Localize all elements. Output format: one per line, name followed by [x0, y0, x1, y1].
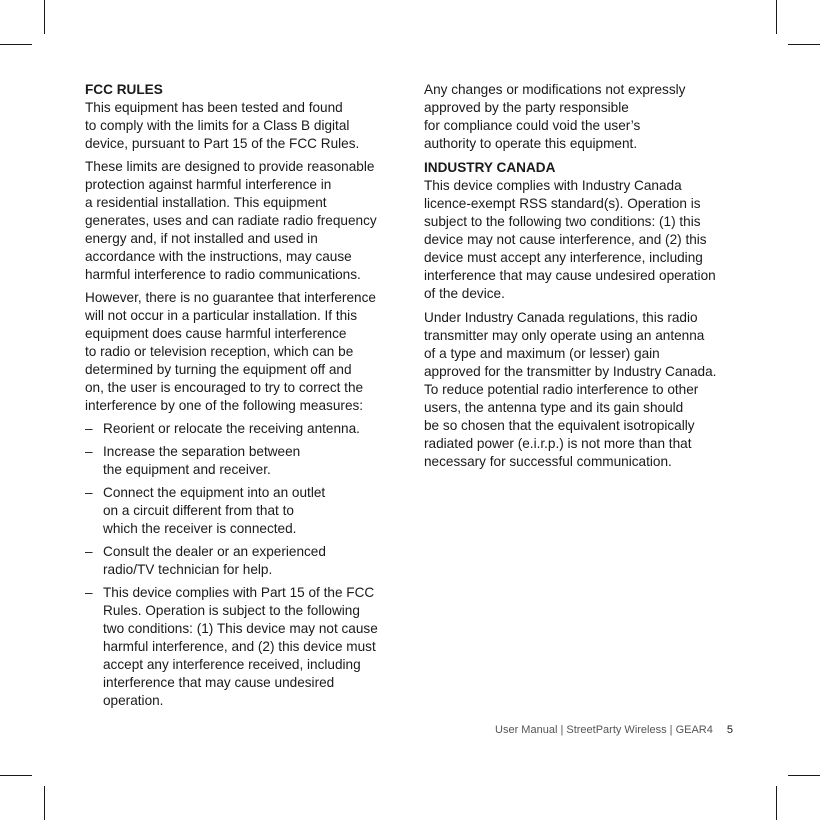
fcc-rules-heading: FCC RULES — [85, 82, 163, 97]
list-item — [85, 484, 403, 538]
crop-mark — [788, 775, 820, 776]
crop-mark — [776, 0, 777, 34]
list-item — [85, 543, 403, 579]
crop-mark — [0, 775, 32, 776]
dash-marker: – — [85, 585, 93, 600]
list-item-text: Reorient or relocate the receiving antenna. — [103, 421, 360, 436]
paragraph: However, there is no guarantee that interference will not occur in a particular installation. If this equipment does cause harmful interference to radio or television reception, which can be determined by turning the equipment off and on, the user is encouraged to try to correct the interference by one of the following measures: — [85, 290, 376, 413]
dash-marker: – — [85, 444, 93, 459]
left-column — [85, 81, 403, 715]
paragraph: These limits are designed to provide reasonable protection against harmful interference in a residential installation. This equipment generates, uses and can radiate radio frequency energy and, if not installed and used in accordance with the instructions, may cause harmful interference to radio communications. — [85, 159, 377, 282]
industry-canada-heading: INDUSTRY CANADA — [424, 160, 556, 175]
page-number: 5 — [726, 724, 733, 736]
crop-mark — [44, 786, 45, 820]
page-footer — [495, 724, 733, 736]
paragraph: This equipment has been tested and found to comply with the limits for a Class B digital device, pursuant to Part 15 of the FCC Rules. — [85, 100, 360, 151]
right-column — [424, 81, 744, 476]
crop-mark — [788, 44, 820, 45]
list-item-text: Increase the separation between the equipment and receiver. — [103, 444, 301, 477]
list-item — [85, 420, 403, 438]
list-item — [85, 443, 403, 479]
list-item-text: This device complies with Part 15 of the FCC Rules. Operation is subject to the following two conditions: (1) This device may not cause harmful interference, and (2) this device must accept any interference received, including interference that may cause undesired operation. — [103, 585, 378, 708]
dash-marker: – — [85, 544, 93, 559]
list-item — [85, 584, 403, 710]
dash-marker: – — [85, 421, 93, 436]
list-item-text: Consult the dealer or an experienced radio/TV technician for help. — [103, 544, 326, 577]
crop-mark — [776, 786, 777, 820]
paragraph: This device complies with Industry Canada licence-exempt RSS standard(s). Operation is subject to the following two conditions: (1) this device may not cause interference, and (2) this device must accept any interference, including interference that may cause undesired operation of the device. — [424, 178, 716, 301]
list-item-text: Connect the equipment into an outlet on a circuit different from that to which the receiver is connected. — [103, 485, 326, 536]
measures-list — [85, 420, 403, 710]
paragraph: Under Industry Canada regulations, this radio transmitter may only operate using an antenna of a type and maximum (or lesser) gain approved for the transmitter by Industry Canada. To reduce potential radio interference to other users, the antenna type and its gain should be so chosen that the equivalent isotropically radiated power (e.i.r.p.) is not more than that necessary for successful communication. — [424, 310, 717, 469]
crop-mark — [44, 0, 45, 34]
paragraph: Any changes or modifications not expressly approved by the party responsible for compliance could void the user’s authority to operate this equipment. — [424, 82, 686, 151]
crop-mark — [0, 44, 32, 45]
dash-marker: – — [85, 485, 93, 500]
footer-text: User Manual | StreetParty Wireless | GEAR4 — [495, 724, 713, 736]
